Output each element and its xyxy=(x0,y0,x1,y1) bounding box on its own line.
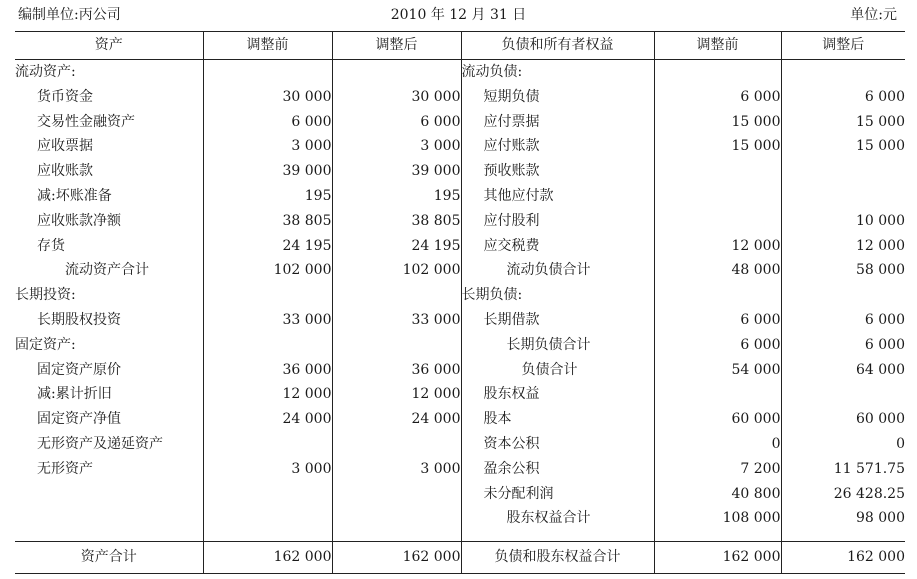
asset-after: 33 000 xyxy=(332,308,461,333)
asset-after xyxy=(332,482,461,507)
liability-label: 长期负债合计 xyxy=(461,333,654,358)
liability-label: 盈余公积 xyxy=(461,457,654,482)
liability-after: 6 000 xyxy=(864,88,905,105)
liability-label: 应付账款 xyxy=(461,134,654,159)
asset-before: 39 000 xyxy=(203,159,332,184)
totals-row xyxy=(15,542,905,574)
asset-after: 30 000 xyxy=(332,85,461,110)
asset-before: 33 000 xyxy=(203,308,332,333)
table-row xyxy=(15,308,905,333)
col-header-liabilities-before: 调整前 xyxy=(654,32,781,60)
col-header-assets-after: 调整后 xyxy=(332,32,461,60)
liability-label: 负债合计 xyxy=(461,358,654,383)
company-label: 编制单位:丙公司 xyxy=(18,7,121,23)
col-header-assets: 资产 xyxy=(15,32,203,60)
table-row xyxy=(15,209,905,234)
liability-after: 58 000 xyxy=(856,262,905,279)
table-row xyxy=(15,333,905,358)
asset-after: 6 000 xyxy=(332,110,461,135)
liability-before xyxy=(654,382,781,407)
liability-before: 15 000 xyxy=(654,134,781,159)
liability-label: 应付股利 xyxy=(461,209,654,234)
asset-after: 12 000 xyxy=(332,382,461,407)
spacer-cell xyxy=(15,531,203,542)
liability-label: 应付票据 xyxy=(461,110,654,135)
asset-after: 24 000 xyxy=(332,407,461,432)
liability-before: 108 000 xyxy=(654,506,781,531)
liability-label: 流动负债合计 xyxy=(461,258,654,283)
spacer-cell xyxy=(654,531,781,542)
liability-before: 7 200 xyxy=(654,457,781,482)
liability-label: 短期负债 xyxy=(461,85,654,110)
table-row xyxy=(15,432,905,457)
spacer-cell xyxy=(461,531,654,542)
unit-label: 单位:元 xyxy=(850,7,897,23)
table-row xyxy=(15,258,905,283)
asset-before: 24 000 xyxy=(203,407,332,432)
asset-before: 102 000 xyxy=(203,258,332,283)
liability-before: 0 xyxy=(654,432,781,457)
liability-before xyxy=(654,283,781,308)
liability-before: 12 000 xyxy=(654,234,781,259)
liability-before: 48 000 xyxy=(654,258,781,283)
asset-before: 3 000 xyxy=(203,457,332,482)
spacer-cell xyxy=(332,531,461,542)
liability-before xyxy=(654,159,781,184)
col-header-liabilities: 负债和所有者权益 xyxy=(461,32,654,60)
liability-after: 10 000 xyxy=(856,212,905,229)
liability-label: 股东权益 xyxy=(461,382,654,407)
total-liabilities-after: 162 000 xyxy=(847,549,905,566)
liability-before: 6 000 xyxy=(654,308,781,333)
asset-label: 应收账款 xyxy=(15,159,203,184)
asset-label: 无形资产 xyxy=(15,457,203,482)
total-liabilities-before: 162 000 xyxy=(654,542,781,574)
col-header-liabilities-after: 调整后 xyxy=(822,37,865,53)
table-row xyxy=(15,234,905,259)
asset-label: 货币资金 xyxy=(15,85,203,110)
header-row xyxy=(15,32,905,60)
asset-after xyxy=(332,333,461,358)
liability-before xyxy=(654,60,781,85)
liability-after: 60 000 xyxy=(856,411,905,428)
total-assets-after: 162 000 xyxy=(332,542,461,574)
liability-before xyxy=(654,184,781,209)
spacer-cell xyxy=(203,531,332,542)
liability-before: 40 800 xyxy=(654,482,781,507)
liability-after xyxy=(781,184,905,209)
table-row xyxy=(15,457,905,482)
liability-after: 15 000 xyxy=(856,138,905,155)
asset-before xyxy=(203,482,332,507)
asset-after: 3 000 xyxy=(332,134,461,159)
liability-label: 股东权益合计 xyxy=(461,506,654,531)
asset-after: 102 000 xyxy=(332,258,461,283)
asset-label: 长期投资: xyxy=(15,283,203,308)
table-row xyxy=(15,382,905,407)
asset-label: 应收账款净额 xyxy=(15,209,203,234)
asset-before xyxy=(203,333,332,358)
table-row xyxy=(15,85,905,110)
liability-before: 54 000 xyxy=(654,358,781,383)
asset-label: 固定资产原价 xyxy=(15,358,203,383)
asset-after xyxy=(332,283,461,308)
asset-after: 36 000 xyxy=(332,358,461,383)
liability-after: 6 000 xyxy=(864,311,905,328)
liability-after xyxy=(781,159,905,184)
asset-before xyxy=(203,432,332,457)
total-assets-before: 162 000 xyxy=(203,542,332,574)
report-date: 2010 年 12 月 31 日 xyxy=(390,7,527,23)
asset-before: 3 000 xyxy=(203,134,332,159)
liability-before: 60 000 xyxy=(654,407,781,432)
liability-label: 预收账款 xyxy=(461,159,654,184)
spacer-cell xyxy=(781,531,905,542)
liability-after: 11 571.75 xyxy=(833,460,905,477)
table-row xyxy=(15,506,905,531)
asset-after: 24 195 xyxy=(332,234,461,259)
asset-after xyxy=(332,60,461,85)
table-row xyxy=(15,184,905,209)
asset-label: 流动资产: xyxy=(15,60,203,85)
total-liabilities-label: 负债和股东权益合计 xyxy=(461,542,654,574)
col-header-assets-before: 调整前 xyxy=(203,32,332,60)
liability-after: 26 428.25 xyxy=(833,485,905,502)
table-row xyxy=(15,159,905,184)
table-body xyxy=(15,60,905,542)
liability-label: 其他应付款 xyxy=(461,184,654,209)
liability-after xyxy=(781,283,905,308)
asset-before xyxy=(203,506,332,531)
liability-after: 12 000 xyxy=(856,237,905,254)
asset-before: 36 000 xyxy=(203,358,332,383)
asset-label: 长期股权投资 xyxy=(15,308,203,333)
liability-before: 6 000 xyxy=(654,333,781,358)
liability-after: 64 000 xyxy=(856,361,905,378)
liability-label: 长期借款 xyxy=(461,308,654,333)
asset-label: 应收票据 xyxy=(15,134,203,159)
asset-label: 减:累计折旧 xyxy=(15,382,203,407)
asset-label: 固定资产: xyxy=(15,333,203,358)
table-row xyxy=(15,482,905,507)
table-row xyxy=(15,60,905,85)
liability-before xyxy=(654,209,781,234)
asset-before: 24 195 xyxy=(203,234,332,259)
asset-label: 固定资产净值 xyxy=(15,407,203,432)
liability-label: 应交税费 xyxy=(461,234,654,259)
asset-before xyxy=(203,283,332,308)
table-row xyxy=(15,358,905,383)
total-assets-label: 资产合计 xyxy=(15,542,203,574)
liability-after: 15 000 xyxy=(856,113,905,130)
liability-after: 6 000 xyxy=(864,336,905,353)
liability-label: 资本公积 xyxy=(461,432,654,457)
asset-label xyxy=(15,506,203,531)
asset-before: 12 000 xyxy=(203,382,332,407)
asset-before: 38 805 xyxy=(203,209,332,234)
spacer-row xyxy=(15,531,905,542)
asset-label xyxy=(15,482,203,507)
asset-after: 39 000 xyxy=(332,159,461,184)
liability-after: 0 xyxy=(896,435,905,452)
asset-label: 无形资产及递延资产 xyxy=(15,432,203,457)
table-row xyxy=(15,134,905,159)
asset-label: 交易性金融资产 xyxy=(15,110,203,135)
asset-before: 195 xyxy=(203,184,332,209)
liability-label: 股本 xyxy=(461,407,654,432)
balance-sheet-table xyxy=(15,31,905,574)
liability-label: 流动负债: xyxy=(461,60,654,85)
asset-after xyxy=(332,506,461,531)
asset-after: 195 xyxy=(332,184,461,209)
asset-after: 38 805 xyxy=(332,209,461,234)
asset-after xyxy=(332,432,461,457)
asset-label: 流动资产合计 xyxy=(15,258,203,283)
liability-before: 15 000 xyxy=(654,110,781,135)
asset-before: 6 000 xyxy=(203,110,332,135)
liability-after xyxy=(781,60,905,85)
liability-before: 6 000 xyxy=(654,85,781,110)
table-row xyxy=(15,283,905,308)
liability-label: 长期负债: xyxy=(461,283,654,308)
asset-before xyxy=(203,60,332,85)
asset-label: 存货 xyxy=(15,234,203,259)
liability-label: 未分配利润 xyxy=(461,482,654,507)
table-row xyxy=(15,407,905,432)
asset-label: 减:坏账准备 xyxy=(15,184,203,209)
asset-before: 30 000 xyxy=(203,85,332,110)
asset-after: 3 000 xyxy=(332,457,461,482)
table-row xyxy=(15,110,905,135)
liability-after xyxy=(781,382,905,407)
liability-after: 98 000 xyxy=(856,510,905,527)
